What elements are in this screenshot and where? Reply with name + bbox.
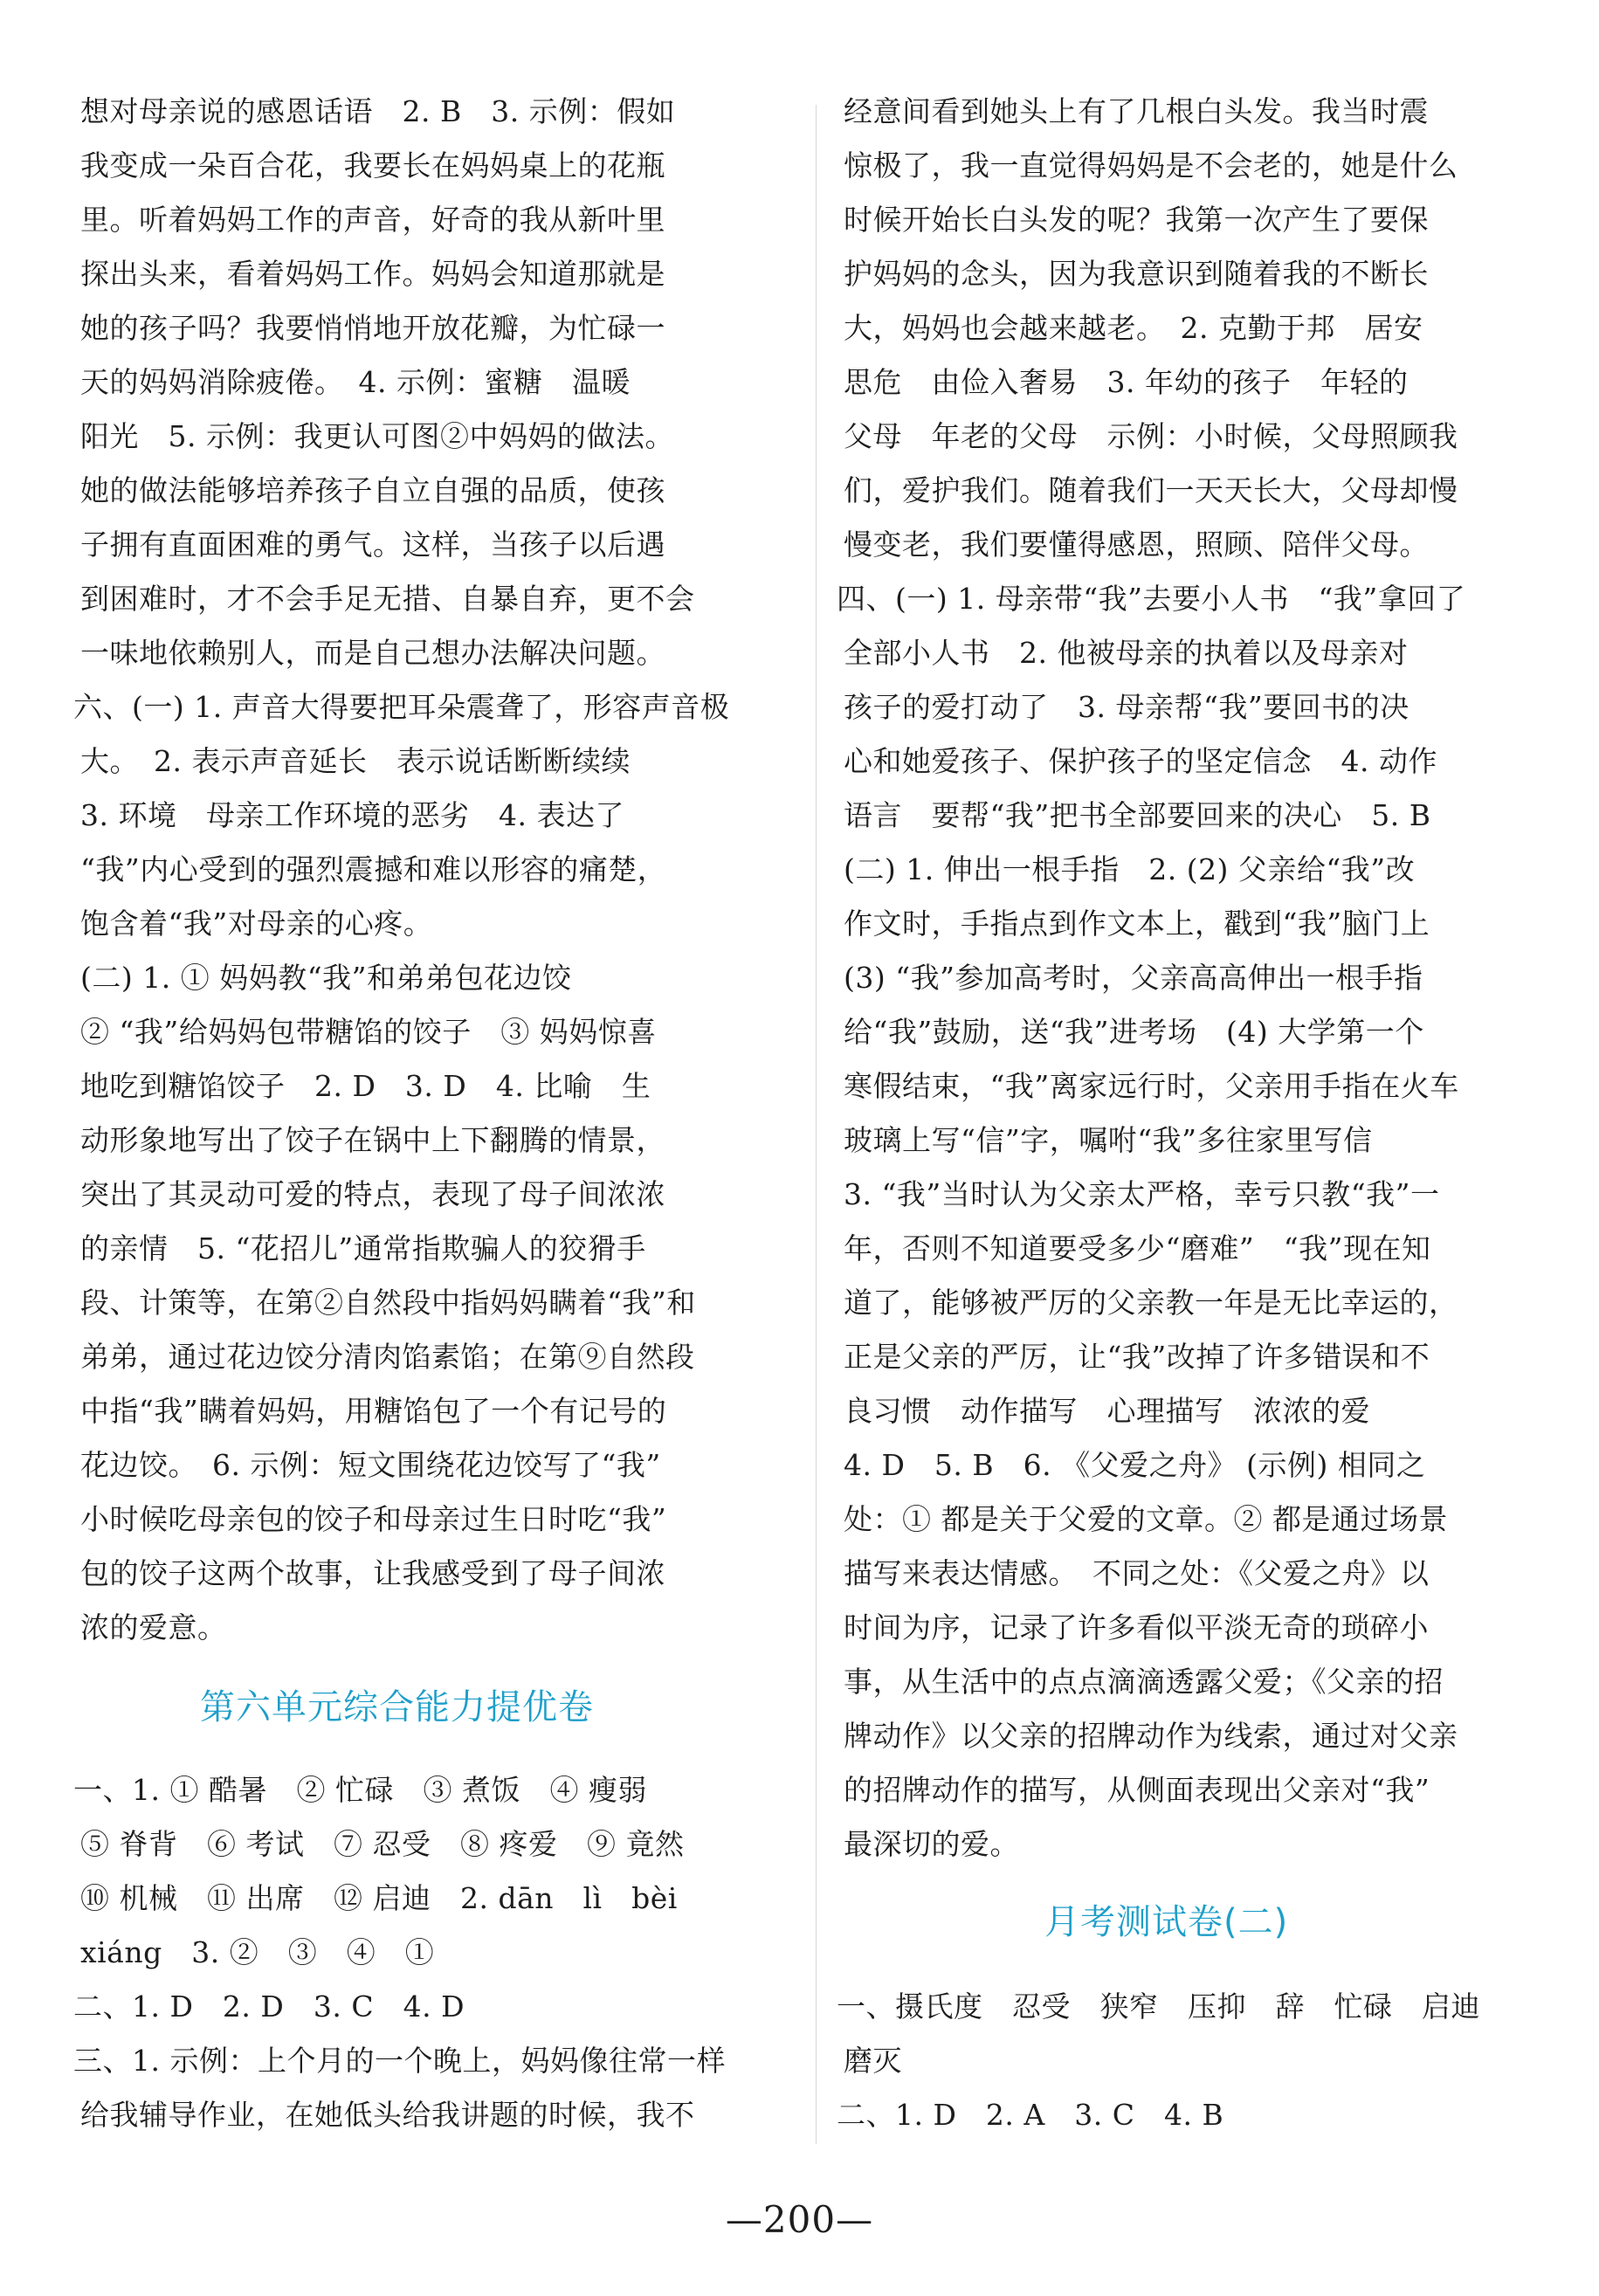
text-line: 三、1. 示例：上个月的一个晚上，妈妈像往常一样 xyxy=(73,2044,726,2078)
text-line: 中指“我”瞒着妈妈，用糖馅包了一个有记号的 xyxy=(80,1394,667,1428)
text-line: 惊极了，我一直觉得妈妈是不会老的，她是什么 xyxy=(844,148,1458,183)
page-number: —200— xyxy=(725,2198,874,2241)
text-line: 饱含着“我”对母亲的心疼。 xyxy=(80,907,433,941)
text-line: 寒假结束，“我”离家远行时，父亲用手指在火车 xyxy=(844,1069,1459,1103)
text-line: 慢变老，我们要懂得感恩，照顾、陪伴父母。 xyxy=(844,527,1429,562)
text-line: 孩子的爱打动了 3. 母亲帮“我”要回书的决 xyxy=(844,690,1409,724)
text-line: 大。 2. 表示声音延长 表示说话断断续续 xyxy=(80,744,631,778)
text-line: 磨灭 xyxy=(844,2044,902,2078)
text-line: 父母 年老的父母 示例：小时候，父母照顾我 xyxy=(844,419,1458,453)
text-line: 处：① 都是关于父爱的文章。② 都是通过场景 xyxy=(844,1502,1448,1536)
text-line: 天的妈妈消除疲倦。 4. 示例：蜜糖 温暖 xyxy=(80,365,631,399)
text-line: 全部小人书 2. 他被母亲的执着以及母亲对 xyxy=(844,636,1409,670)
text-line: 六、(一) 1. 声音大得要把耳朵震聋了，形容声音极 xyxy=(73,690,730,724)
text-line: 突出了其灵动可爱的特点，表现了母子间浓浓 xyxy=(80,1177,665,1211)
text-line: 四、(一) 1. 母亲带“我”去要小人书 “我”拿回了 xyxy=(837,582,1466,616)
text-line: 给我辅导作业，在她低头给我讲题的时候，我不 xyxy=(80,2098,695,2132)
text-line: 给“我”鼓励，送“我”进考场 (4) 大学第一个 xyxy=(844,1015,1424,1049)
text-line: 的招牌动作的描写，从侧面表现出父亲对“我” xyxy=(844,1773,1430,1807)
text-line: 一、1. ① 酷暑 ② 忙碌 ③ 煮饭 ④ 瘦弱 xyxy=(73,1773,647,1807)
text-line: 时候开始长白头发的呢？我第一次产生了要保 xyxy=(844,203,1429,237)
text-line: (二) 1. 伸出一根手指 2. (2) 父亲给“我”改 xyxy=(844,852,1416,886)
text-line: 事，从生活中的点点滴滴透露父爱；《父亲的招 xyxy=(844,1665,1444,1699)
column-divider xyxy=(816,105,817,2144)
text-line: 探出头来，看着妈妈工作。妈妈会知道那就是 xyxy=(80,257,665,291)
text-line: 年，否则不知道要受多少“磨难” “我”现在知 xyxy=(844,1231,1431,1265)
text-line: 包的饺子这两个故事，让我感受到了母子间浓 xyxy=(80,1556,665,1590)
text-line: 3. 环境 母亲工作环境的恶劣 4. 表达了 xyxy=(80,798,624,832)
text-line: 3. “我”当时认为父亲太严格，幸亏只教“我”一 xyxy=(844,1177,1440,1211)
text-line: (3) “我”参加高考时，父亲高高伸出一根手指 xyxy=(844,961,1423,995)
text-line: 一、摄氏度 忍受 狭窄 压抑 辞 忙碌 启迪 xyxy=(837,1989,1480,2024)
text-line: 浓的爱意。 xyxy=(80,1610,227,1644)
text-line: 描写来表达情感。 不同之处：《父爱之舟》以 xyxy=(844,1556,1430,1590)
text-line: 里。听着妈妈工作的声音，好奇的我从新叶里 xyxy=(80,203,665,237)
text-line: 语言 要帮“我”把书全部要回来的决心 5. B xyxy=(844,798,1431,832)
text-line: 小时候吃母亲包的饺子和母亲过生日时吃“我” xyxy=(80,1502,667,1536)
text-line: 到困难时，才不会手足无措、自暴自弃，更不会 xyxy=(80,582,695,616)
text-line: 想对母亲说的感恩话语 2. B 3. 示例：假如 xyxy=(80,94,676,128)
text-line: 花边饺。 6. 示例：短文围绕花边饺写了“我” xyxy=(80,1448,661,1482)
text-line: ② “我”给妈妈包带糖馅的饺子 ③ 妈妈惊喜 xyxy=(80,1015,657,1049)
text-line: xiáng 3. ② ③ ④ ① xyxy=(80,1935,435,1969)
text-line: 一味地依赖别人，而是自己想办法解决问题。 xyxy=(80,636,665,670)
text-line: 道了，能够被严厉的父亲教一年是无比幸运的， xyxy=(844,1286,1458,1320)
text-line: 4. D 5. B 6. 《父爱之舟》 (示例) 相同之 xyxy=(844,1448,1426,1482)
text-line: 思危 由俭入奢易 3. 年幼的孩子 年轻的 xyxy=(844,365,1409,399)
text-line: 她的做法能够培养孩子自立自强的品质，使孩 xyxy=(80,473,665,507)
text-line: 正是父亲的严厉，让“我”改掉了许多错误和不 xyxy=(844,1340,1430,1374)
text-line: 弟弟，通过花边饺分清肉馅素馅；在第⑨自然段 xyxy=(80,1340,695,1374)
text-line: 的亲情 5. “花招儿”通常指欺骗人的狡猾手 xyxy=(80,1231,646,1265)
text-line: (二) 1. ① 妈妈教“我”和弟弟包花边饺 xyxy=(80,961,572,995)
text-line: 她的孩子吗？我要悄悄地开放花瓣，为忙碌一 xyxy=(80,311,665,345)
text-line: 作文时，手指点到作文本上，戳到“我”脑门上 xyxy=(844,907,1430,941)
text-line: 二、1. D 2. A 3. C 4. B xyxy=(837,2098,1224,2132)
text-line: 玻璃上写“信”字，嘱咐“我”多往家里写信 xyxy=(844,1123,1373,1157)
text-line: “我”内心受到的强烈震撼和难以形容的痛楚， xyxy=(80,852,667,886)
text-line: 子拥有直面困难的勇气。这样，当孩子以后遇 xyxy=(80,527,665,562)
text-line: 心和她爱孩子、保护孩子的坚定信念 4. 动作 xyxy=(844,744,1437,778)
text-line: 护妈妈的念头，因为我意识到随着我的不断长 xyxy=(844,257,1429,291)
text-line: 牌动作》以父亲的招牌动作为线索，通过对父亲 xyxy=(844,1719,1458,1753)
text-line: 阳光 5. 示例：我更认可图②中妈妈的做法。 xyxy=(80,419,674,453)
text-line: 最深切的爱。 xyxy=(844,1827,1019,1861)
text-line: ⑩ 机械 ⑪ 出席 ⑫ 启迪 2. dān lì bèi xyxy=(80,1881,678,1915)
text-line: 们，爱护我们。随着我们一天天长大，父母却慢 xyxy=(844,473,1458,507)
text-line: 时间为序，记录了许多看似平淡无奇的琐碎小 xyxy=(844,1610,1429,1644)
text-line: 我变成一朵百合花，我要长在妈妈桌上的花瓶 xyxy=(80,148,665,183)
text-line: 二、1. D 2. D 3. C 4. D xyxy=(73,1989,465,2024)
section-title: 月考测试卷(二) xyxy=(1044,1902,1289,1942)
text-line: 良习惯 动作描写 心理描写 浓浓的爱 xyxy=(844,1394,1370,1428)
text-line: 地吃到糖馅饺子 2. D 3. D 4. 比喻 生 xyxy=(80,1069,651,1103)
text-line: 经意间看到她头上有了几根白头发。我当时震 xyxy=(844,94,1429,128)
section-title: 第六单元综合能力提优卷 xyxy=(200,1687,594,1727)
text-line: ⑤ 脊背 ⑥ 考试 ⑦ 忍受 ⑧ 疼爱 ⑨ 竟然 xyxy=(80,1827,685,1861)
text-line: 大，妈妈也会越来越老。 2. 克勤于邦 居安 xyxy=(844,311,1423,345)
text-line: 段、计策等，在第②自然段中指妈妈瞒着“我”和 xyxy=(80,1286,696,1320)
text-line: 动形象地写出了饺子在锅中上下翻腾的情景， xyxy=(80,1123,665,1157)
